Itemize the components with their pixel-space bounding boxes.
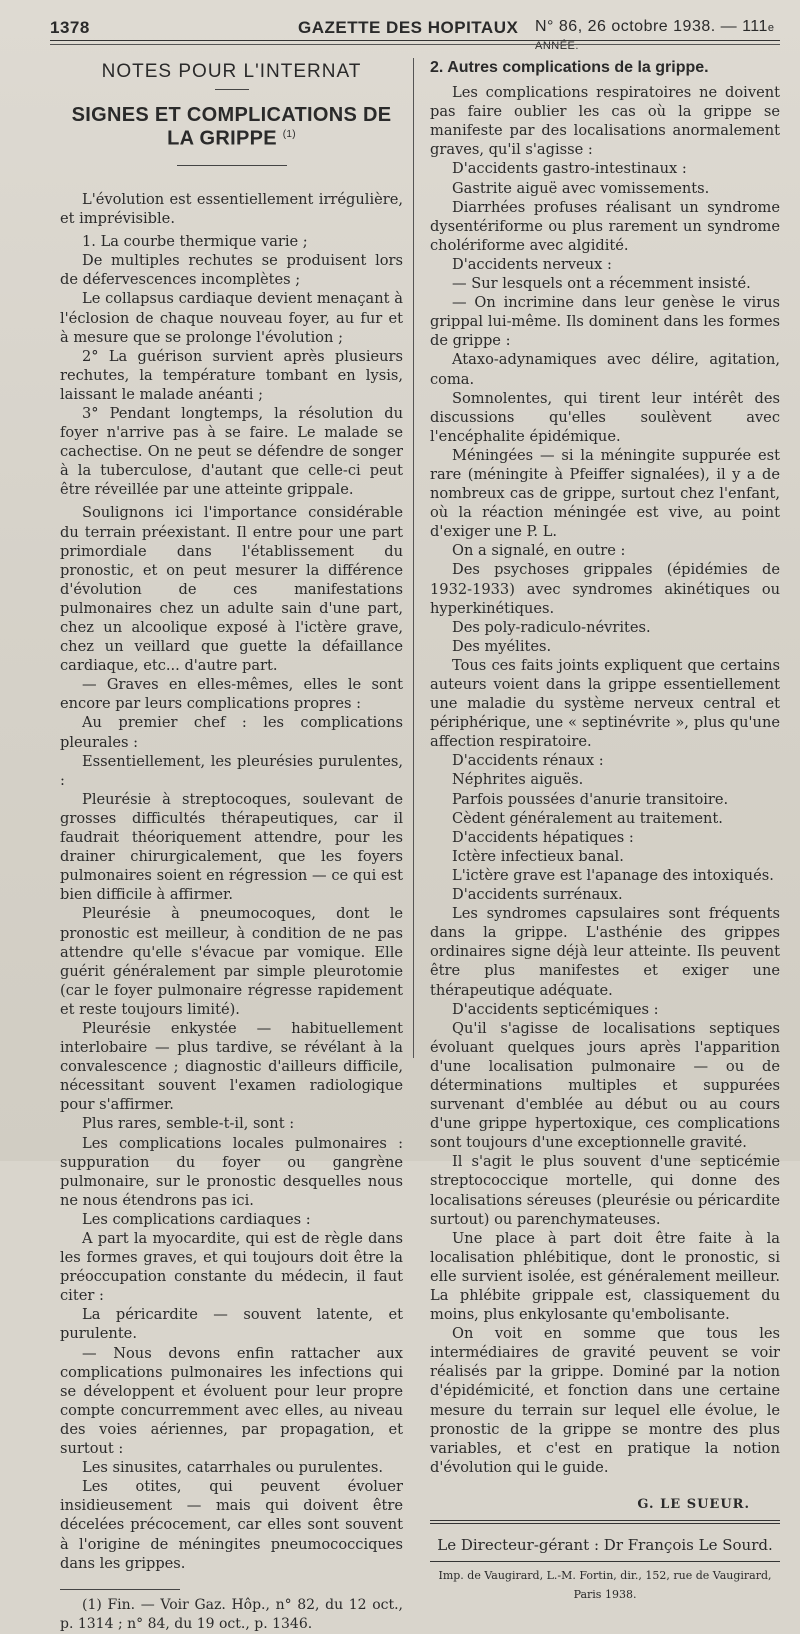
paragraph: D'accidents gastro-intestinaux : xyxy=(452,160,687,178)
paragraph: 3° Pendant longtemps, la résolution du foyer n'arrive pas à se faire. Le malade se cachectise. On ne peut se défendre de songer à la tuberculose, d'autant que celle-ci peut être réveillée par une atteinte grippale. xyxy=(60,404,403,499)
paragraph: Ictère infectieux banal. xyxy=(452,847,624,865)
paragraph: Gastrite aiguë avec vomissements. xyxy=(452,179,710,197)
paragraph: Cèdent généralement au traitement. xyxy=(452,809,723,827)
paragraph: Somnolentes, qui tirent leur intérêt des discussions qu'elles soulèvent avec l'encéphalite épidémique. xyxy=(430,389,780,445)
paragraph: 1. La courbe thermique varie ; xyxy=(82,233,308,251)
paragraph: L'ictère grave est l'apanage des intoxiqués. xyxy=(452,866,774,884)
header-rule xyxy=(50,40,780,41)
paragraph: On voit en somme que tous les intermédiaires de gravité peuvent se voir réalisés par la grippe. Dominé par la notion d'épidémicité, et fonction dans une certaine mesure du terrain sur lequel elle évolue, le pronostic de la grippe se montre des plus variables, et c'est en pratique la notion d'évolution qui le guide. xyxy=(430,1325,780,1476)
paragraph: — On incrimine dans leur genèse le virus grippal lui-même. Ils dominent dans les formes de grippe : xyxy=(430,294,780,350)
paragraph: La péricardite — souvent latente, et purulente. xyxy=(60,1306,403,1343)
paragraph: Ataxo-adynamiques avec délire, agitation, coma. xyxy=(430,351,780,388)
footnote-rule xyxy=(60,1589,180,1590)
paragraph: Les complications cardiaques : xyxy=(82,1210,311,1228)
paragraph: Les syndromes capsulaires sont fréquents dans la grippe. L'asthénie des grippes ordinaires signe déjà leur atteinte. Ils peuvent être plus manifestes et exiger une thérapeutique adéquate. xyxy=(430,905,780,999)
paragraph: Pleurésie à pneumocoques, dont le pronostic est meilleur, à condition de ne pas attendre qu'elle s'évacue par vomique. Elle guérit généralement par simple pleurotomie (car le foyer pulmonaire régresse rapidement et reste toujours limité). xyxy=(60,905,403,1018)
director-line: Le Directeur-gérant : Dr François Le Sourd. xyxy=(437,1536,773,1555)
paragraph: D'accidents rénaux : xyxy=(452,752,604,770)
year-suffix: e ANNÉE. xyxy=(535,22,775,52)
article-title xyxy=(60,106,403,149)
page-number: 1378 xyxy=(50,18,90,37)
header-rule-secondary xyxy=(50,44,780,45)
paragraph: Des psychoses grippales (épidémies de 1932-1933) avec syndromes akinétiques ou hyperkinétiques. xyxy=(430,561,780,617)
paragraph: — Nous devons enfin rattacher aux complications pulmonaires les infections qui se développent et évoluent pour leur propre compte concurremment avec elles, au niveau des voies aériennes, par propagation, et surtout : xyxy=(60,1344,403,1458)
paragraph: 2° La guérison survient après plusieurs rechutes, la température tombant en lysis, laissant le malade anéanti ; xyxy=(60,347,403,403)
paragraph: Des poly-radiculo-névrites. xyxy=(452,618,651,636)
article-title-text: SIGNES ET COMPLICATIONS DE LA GRIPPE xyxy=(71,104,392,150)
paragraph: Diarrhées profuses réalisant un syndrome dysentériforme ou plus rarement un syndrome cholériforme avec algidité. xyxy=(430,198,780,254)
paragraph: D'accidents nerveux : xyxy=(452,255,612,273)
paragraph: Tous ces faits joints expliquent que certains auteurs voient dans la grippe essentiellement une maladie du système nerveux central et périphérique, une « septinévrite », plus qu'une affection respiratoire. xyxy=(430,656,780,751)
paragraph: Néphrites aiguës. xyxy=(452,771,584,789)
paragraph: Essentiellement, les pleurésies purulentes, : xyxy=(60,752,403,789)
paragraph: D'accidents surrénaux. xyxy=(452,886,623,904)
paragraph: Pleurésie à streptocoques, soulevant de grosses difficultés thérapeutiques, car il faudrait théoriquement attendre, pour les drainer chirurgicalement, que les foyers pulmonaires soient en régression — ce qui est bien difficile à affirmer. xyxy=(60,790,403,904)
section-title: 2. Autres complications de la grippe. xyxy=(430,59,709,76)
paragraph: L'évolution est essentiellement irrégulière, et imprévisible. xyxy=(60,190,403,228)
title-rule-long xyxy=(177,165,287,166)
paragraph: Il s'agit le plus souvent d'une septicémie streptococcique mortelle, qui donne des localisations séreuses (pleurésie ou péricardite surtout) ou parenchymateuses. xyxy=(430,1153,780,1228)
paragraph: Des myélites. xyxy=(452,637,552,655)
closing-rule xyxy=(430,1520,780,1521)
paragraph: — Sur lesquels ont a récemment insisté. xyxy=(452,275,751,293)
paragraph: Parfois poussées d'anurie transitoire. xyxy=(452,790,729,808)
paragraph: De multiples rechutes se produisent lors de défervescences incomplètes ; xyxy=(60,252,403,289)
section-heading: NOTES POUR L'INTERNAT xyxy=(101,61,362,82)
paragraph: Les sinusites, catarrhales ou purulentes. xyxy=(82,1459,384,1477)
imprint: Imp. de Vaugirard, L.-M. Fortin, dir., 152, rue de Vaugirard, Paris 1938. xyxy=(438,1569,772,1602)
author-signature: G. LE SUEUR. xyxy=(637,1496,750,1512)
closing-rule-secondary xyxy=(430,1523,780,1524)
paragraph: Qu'il s'agisse de localisations septiques évoluant quelques jours après l'apparition d'une localisation pulmonaire — ou de déterminations multiples et suppurées survenant d'emblée au début ou au cours d'une grippe hypertoxique, ces complications sont toujours d'une exceptionnelle gravité. xyxy=(430,1019,780,1152)
paragraph: Les otites, qui peuvent évoluer insidieusement — mais qui doivent être décelées précocement, car elles sont souvent à l'origine de méningites pneumococciques dans les grippes. xyxy=(60,1478,403,1572)
paragraph: On a signalé, en outre : xyxy=(452,542,626,560)
left-column xyxy=(60,58,403,1634)
paragraph: D'accidents septicémiques : xyxy=(452,1000,659,1018)
journal-name: GAZETTE DES HOPITAUX xyxy=(298,18,519,37)
paragraph: Les complications respiratoires ne doivent pas faire oublier les cas où la grippe se manifeste par des localisations anormalement graves, qu'il s'agisse : xyxy=(430,84,780,159)
paragraph: D'accidents hépatiques : xyxy=(452,828,634,846)
issue-info xyxy=(535,18,780,54)
column-divider xyxy=(413,58,414,1058)
imprint-rule xyxy=(430,1561,780,1562)
paragraph: Le collapsus cardiaque devient menaçant à l'éclosion de chaque nouveau foyer, au fur et à mesure que se prolonge l'évolution ; xyxy=(60,290,403,346)
paragraph: Au premier chef : les complications pleurales : xyxy=(60,714,403,751)
paragraph: — Graves en elles-mêmes, elles le sont encore par leurs complications propres : xyxy=(60,676,403,713)
footnote: (1) Fin. — Voir Gaz. Hôp., n° 82, du 12 oct., p. 1314 ; n° 84, du 19 oct., p. 1346. xyxy=(60,1596,403,1632)
footnote-ref: (1) xyxy=(282,129,296,141)
issue-number: N° 86, 26 octobre 1938. — 111 xyxy=(535,18,768,35)
paragraph: Une place à part doit être faite à la localisation phlébitique, dont le pronostic, si elle survient isolée, est généralement meilleur. La phlébite grippale est, classiquement du moins, plus enkylosante qu'embolisante. xyxy=(430,1229,780,1324)
paragraph: Pleurésie enkystée — habituellement interlobaire — plus tardive, se révélant à la convalescence ; diagnostic d'ailleurs difficile, nécessitant souvent l'examen radiologique pour s'affirmer. xyxy=(60,1019,403,1114)
right-column xyxy=(430,58,780,1604)
paragraph: Plus rares, semble-t-il, sont : xyxy=(82,1115,295,1133)
title-rule xyxy=(215,89,249,90)
paragraph: Soulignons ici l'importance considérable du terrain préexistant. Il entre pour une part primordiale dans l'établissement du pronostic, et on peut mesurer la différence d'évolution de ces manifestations pulmonaires chez un adulte sain d'une part, chez un alcoolique exposé à l'ictère grave, chez un veillard que guette la défaillance cardiaque, etc... d'autre part. xyxy=(60,504,403,675)
paragraph: A part la myocardite, qui est de règle dans les formes graves, et qui toujours doit être la préoccupation constante du médecin, il faut citer : xyxy=(60,1230,403,1305)
paragraph: Les complications locales pulmonaires : suppuration du foyer ou gangrène pulmonaire, sur le pronostic desquelles nous ne nous étendrons pas ici. xyxy=(60,1134,403,1209)
paragraph: Méningées — si la méningite suppurée est rare (méningite à Pfeiffer signalées), il y a de nombreux cas de grippe, surtout chez l'enfant, où la réaction méningée est vive, au point d'exiger une P. L. xyxy=(430,446,780,541)
